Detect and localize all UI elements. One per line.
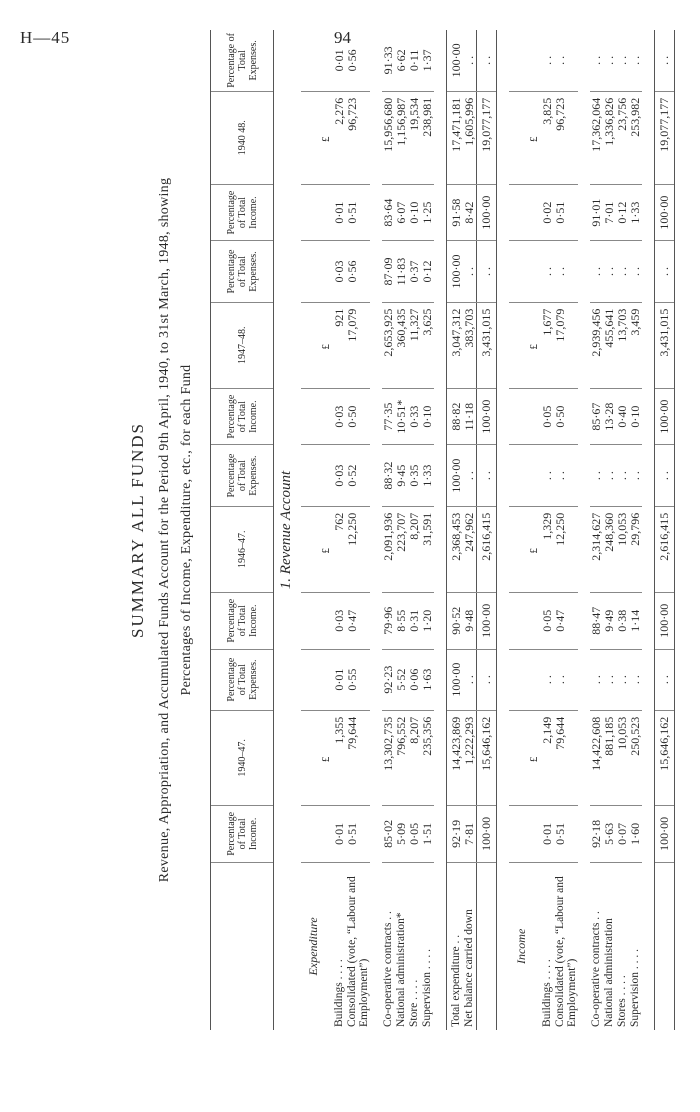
cell: 2,276 — [333, 91, 346, 184]
col-header: Percentage of Total Income. — [211, 592, 274, 649]
cell: . . — [463, 241, 477, 302]
cell: 79·96 — [382, 592, 395, 649]
cell — [301, 388, 320, 445]
cell: 2,368,453 — [447, 506, 464, 592]
row-label: Buildings . . . . — [541, 959, 553, 1027]
cell: 0·03 — [333, 445, 346, 506]
cell — [301, 806, 320, 863]
cell: 0·38 — [616, 592, 629, 649]
spacer — [497, 30, 510, 1030]
cell: 0·01 — [333, 184, 346, 241]
row-label: Co-operative contracts . . — [590, 911, 602, 1027]
cell: 10,053 — [616, 506, 629, 592]
pound-sign: £ — [528, 302, 541, 388]
cell: 8·42 — [463, 184, 477, 241]
cell: 83·64 — [382, 184, 395, 241]
cell: 100·00 — [655, 806, 675, 863]
table-title: SUMMARY ALL FUNDS — [128, 422, 147, 639]
col-header: 1940–47. — [211, 710, 274, 805]
cell: . . — [554, 241, 578, 302]
cell: . . — [541, 445, 554, 506]
row-label: Buildings . . . . — [333, 959, 345, 1027]
cell: 100·00 — [477, 592, 497, 649]
cell: 11·18 — [463, 388, 477, 445]
cell: 1,677 — [541, 302, 554, 388]
cell: 247,962 — [463, 506, 477, 592]
cell: 0·01 — [541, 806, 554, 863]
row-label: Consolidated (vote, “Labour and Employment”) — [554, 876, 578, 1027]
cell: 17,079 — [554, 302, 578, 388]
cell: 0·47 — [554, 592, 578, 649]
cell: 0·10 — [629, 388, 642, 445]
cell — [509, 445, 528, 506]
cell: 85·02 — [382, 806, 395, 863]
cell: 235,356 — [421, 710, 434, 805]
cell: 921 — [333, 302, 346, 388]
cell: 223,707 — [395, 506, 408, 592]
cell: . . — [590, 445, 603, 506]
cell: . . — [541, 241, 554, 302]
cell — [509, 91, 528, 184]
cell: . . — [590, 649, 603, 710]
cell — [301, 649, 320, 710]
col-header: Percentage of Total Income. — [211, 388, 274, 445]
cell — [509, 649, 528, 710]
cell: . . — [629, 445, 642, 506]
cell: 100·00 — [655, 388, 675, 445]
row-label: Stores . . . . — [616, 975, 628, 1027]
cell: 0·51 — [554, 806, 578, 863]
cell: 6·62 — [395, 30, 408, 91]
cell: 1·20 — [421, 592, 434, 649]
row-label: Co-operative contracts . . — [382, 911, 394, 1027]
cell: . . — [477, 649, 497, 710]
cell: 0·51 — [346, 184, 370, 241]
cell: 238,981 — [421, 91, 434, 184]
row-label: Consolidated (vote, “Labour and Employment”) — [346, 876, 370, 1027]
subtitle-line-1: Revenue, Appropriation, and Accumulated Funds Account for the Period 9th April, 1940, to 31st March, 1948, showing — [157, 177, 172, 883]
cell: . . — [655, 445, 675, 506]
section-title: 1. Revenue Account — [278, 470, 294, 590]
cell: . . — [603, 30, 616, 91]
cell: . . — [616, 30, 629, 91]
page-number: 94 — [334, 28, 351, 47]
expenditure-grand-total-row — [477, 30, 497, 1030]
cell: 1,605,996 — [463, 91, 477, 184]
cell: 0·33 — [408, 388, 421, 445]
cell: . . — [554, 445, 578, 506]
cell: 0·11 — [408, 30, 421, 91]
cell: 15,956,680 — [382, 91, 395, 184]
cell: 0·01 — [333, 30, 346, 91]
column-header-row — [211, 30, 274, 1030]
row-label: National administration — [603, 918, 615, 1027]
cell: 3,459 — [629, 302, 642, 388]
cell — [301, 241, 320, 302]
cell: 87·09 — [382, 241, 395, 302]
section-row — [274, 30, 302, 1030]
cell: 23,756 — [616, 91, 629, 184]
cell: 360,435 — [395, 302, 408, 388]
cell: 10·51* — [395, 388, 408, 445]
net-balance-row — [463, 30, 477, 1030]
cell: 0·05 — [408, 806, 421, 863]
cell: 0·47 — [346, 592, 370, 649]
cell: 92·23 — [382, 649, 395, 710]
cell: 8,207 — [408, 710, 421, 805]
cell: 91·01 — [590, 184, 603, 241]
cell: 1·14 — [629, 592, 642, 649]
row-label: Supervision . . . . — [629, 949, 641, 1027]
total-expenditure-row — [447, 30, 464, 1030]
expenditure-row — [346, 30, 370, 1030]
cell: 2,939,456 — [590, 302, 603, 388]
cell: . . — [655, 241, 675, 302]
cell: 250,523 — [629, 710, 642, 805]
col-header: 1946–47. — [211, 506, 274, 592]
cell — [301, 445, 320, 506]
cell — [301, 302, 320, 388]
row-label — [477, 862, 497, 1030]
cell: 1·60 — [629, 806, 642, 863]
expenditure-heading-label: Expenditure — [306, 917, 320, 976]
cell: 9·48 — [463, 592, 477, 649]
cell: 96,723 — [346, 91, 370, 184]
cell: 0·06 — [408, 649, 421, 710]
cell: 2,616,415 — [477, 506, 497, 592]
cell: 92·19 — [447, 806, 464, 863]
cell — [301, 184, 320, 241]
cell: 15,646,162 — [477, 710, 497, 805]
cell: . . — [554, 649, 578, 710]
cell: 1·51 — [421, 806, 434, 863]
cell: . . — [463, 445, 477, 506]
cell: 9·45 — [395, 445, 408, 506]
cell: . . — [541, 30, 554, 91]
cell: 17,079 — [346, 302, 370, 388]
cell — [509, 302, 528, 388]
spacer-row — [434, 30, 447, 1030]
income-row — [554, 30, 578, 1030]
page-code: H—45 — [20, 28, 71, 47]
cell: . . — [477, 445, 497, 506]
cell: 100·00 — [477, 388, 497, 445]
cell: . . — [463, 30, 477, 91]
cell: 0·51 — [346, 806, 370, 863]
row-label: Total expenditure . . — [447, 862, 464, 1030]
cell: 1·33 — [629, 184, 642, 241]
cell: 14,422,608 — [590, 710, 603, 805]
cell: 1,156,987 — [395, 91, 408, 184]
cell: 0·56 — [346, 30, 370, 91]
col-header: Percentage of Total Income. — [211, 184, 274, 241]
cell: 2,149 — [541, 710, 554, 805]
spacer — [434, 30, 447, 1030]
cell: 0·07 — [616, 806, 629, 863]
cell: 0·01 — [333, 649, 346, 710]
cell: . . — [590, 241, 603, 302]
cell: 0·10 — [408, 184, 421, 241]
pound-sign: £ — [320, 506, 333, 592]
cell — [301, 710, 320, 805]
cell: 100·00 — [477, 806, 497, 863]
cell — [509, 710, 528, 805]
cell: 0·02 — [541, 184, 554, 241]
pound-sign: £ — [320, 710, 333, 805]
pound-sign: £ — [528, 506, 541, 592]
cell: 11·83 — [395, 241, 408, 302]
cell: 96,723 — [554, 91, 578, 184]
cell: 5·63 — [603, 806, 616, 863]
cell: . . — [477, 241, 497, 302]
cell: 0·40 — [616, 388, 629, 445]
row-label: National administration* — [395, 912, 407, 1027]
cell: 3,047,312 — [447, 302, 464, 388]
cell: 0·50 — [554, 388, 578, 445]
cell: . . — [629, 30, 642, 91]
cell: . . — [477, 30, 497, 91]
cell: . . — [541, 649, 554, 710]
cell: 0·10 — [421, 388, 434, 445]
cell: 91·58 — [447, 184, 464, 241]
cell: 5·52 — [395, 649, 408, 710]
cell: 31,591 — [421, 506, 434, 592]
cell: 3,431,015 — [477, 302, 497, 388]
cell: 9·49 — [603, 592, 616, 649]
col-header: Percentage of Total Expenses. — [211, 30, 274, 91]
income-row — [629, 30, 642, 1030]
cell: 15,646,162 — [655, 710, 675, 805]
cell: 7·81 — [463, 806, 477, 863]
pound-sign: £ — [528, 91, 541, 184]
cell: 17,362,064 — [590, 91, 603, 184]
spacer — [642, 30, 655, 1030]
cell: . . — [603, 241, 616, 302]
row-label — [655, 862, 675, 1030]
cell: 91·33 — [382, 30, 395, 91]
cell — [320, 862, 333, 1030]
rotated-table-page — [128, 30, 700, 1030]
cell: 6·07 — [395, 184, 408, 241]
cell: 14,423,869 — [447, 710, 464, 805]
row-label: Net balance carried down — [463, 909, 475, 1027]
cell: 1·33 — [421, 445, 434, 506]
cell: 100·00 — [655, 184, 675, 241]
cell: 2,314,627 — [590, 506, 603, 592]
cell — [509, 184, 528, 241]
cell: 3,825 — [541, 91, 554, 184]
cell: . . — [590, 30, 603, 91]
cell: . . — [603, 649, 616, 710]
cell: 12,250 — [554, 506, 578, 592]
cell: . . — [655, 30, 675, 91]
cell: 0·55 — [346, 649, 370, 710]
income-heading — [509, 30, 528, 1030]
cell — [528, 862, 541, 1030]
cell: 0·50 — [346, 388, 370, 445]
cell: 85·67 — [590, 388, 603, 445]
cell: 19,077,177 — [477, 91, 497, 184]
cell — [509, 241, 528, 302]
cell — [301, 592, 320, 649]
cell: . . — [629, 241, 642, 302]
cell: 0·12 — [421, 241, 434, 302]
cell: 796,552 — [395, 710, 408, 805]
cell: 77·35 — [382, 388, 395, 445]
cell: . . — [616, 649, 629, 710]
subtitle-line-2: Percentages of Income, Expenditure, etc., for each Fund — [179, 364, 194, 696]
cell: 1,222,293 — [463, 710, 477, 805]
cell: 0·12 — [616, 184, 629, 241]
cell: 0·37 — [408, 241, 421, 302]
cell: . . — [629, 649, 642, 710]
pound-sign: £ — [528, 710, 541, 805]
cell — [509, 506, 528, 592]
cell: 19,077,177 — [655, 91, 675, 184]
cell: 0·05 — [541, 592, 554, 649]
pound-sign: £ — [320, 302, 333, 388]
cell: 100·00 — [447, 649, 464, 710]
income-heading-label: Income — [514, 928, 528, 965]
cell: 3,625 — [421, 302, 434, 388]
cell: 5·09 — [395, 806, 408, 863]
cell: 11,327 — [408, 302, 421, 388]
cell: 100·00 — [477, 184, 497, 241]
cell: 0·03 — [333, 592, 346, 649]
cell: . . — [655, 649, 675, 710]
cell: 0·52 — [346, 445, 370, 506]
cell: 13,703 — [616, 302, 629, 388]
col-header: 1940 48. — [211, 91, 274, 184]
cell: 3,431,015 — [655, 302, 675, 388]
cell: 2,616,415 — [655, 506, 675, 592]
cell: 248,360 — [603, 506, 616, 592]
cell: 90·52 — [447, 592, 464, 649]
cell: 1,329 — [541, 506, 554, 592]
cell: 383,703 — [463, 302, 477, 388]
cell: 79,644 — [346, 710, 370, 805]
col-header: Percentage of Total Expenses. — [211, 241, 274, 302]
cell: 100·00 — [447, 241, 464, 302]
col-header: Percentage of Total Expenses. — [211, 649, 274, 710]
row-label: Supervision . . . . — [421, 949, 433, 1027]
cell: 0·35 — [408, 445, 421, 506]
cell: 88·82 — [447, 388, 464, 445]
cell — [301, 30, 320, 91]
cell: . . — [603, 445, 616, 506]
cell: 0·56 — [346, 241, 370, 302]
cell — [509, 30, 528, 91]
cell: 92·18 — [590, 806, 603, 863]
summary-table — [210, 30, 675, 1030]
cell — [301, 506, 320, 592]
cell: 0·05 — [541, 388, 554, 445]
cell: 455,641 — [603, 302, 616, 388]
cell: . . — [616, 241, 629, 302]
cell: 100·00 — [447, 445, 464, 506]
cell: 8,207 — [408, 506, 421, 592]
cell: 0·01 — [333, 806, 346, 863]
expenditure-row — [421, 30, 434, 1030]
cell: 1,355 — [333, 710, 346, 805]
table-subtitle — [154, 30, 198, 1030]
cell: 100·00 — [655, 592, 675, 649]
cell: 2,653,925 — [382, 302, 395, 388]
cell: 13·28 — [603, 388, 616, 445]
spacer-row — [497, 30, 510, 1030]
cell: 0·51 — [554, 184, 578, 241]
cell: . . — [616, 445, 629, 506]
cell: 7·01 — [603, 184, 616, 241]
cell: 881,185 — [603, 710, 616, 805]
cell: 8·55 — [395, 592, 408, 649]
cell: 0·03 — [333, 388, 346, 445]
cell: 762 — [333, 506, 346, 592]
cell: 10,053 — [616, 710, 629, 805]
cell — [509, 388, 528, 445]
cell: 1,336,826 — [603, 91, 616, 184]
cell: 88·47 — [590, 592, 603, 649]
cell: 1·37 — [421, 30, 434, 91]
cell: 29,796 — [629, 506, 642, 592]
pound-sign: £ — [320, 91, 333, 184]
cell: 17,471,181 — [447, 91, 464, 184]
cell: 13,302,735 — [382, 710, 395, 805]
col-header: Percentage of Total Expenses. — [211, 445, 274, 506]
table-body — [274, 30, 675, 1030]
col-header: 1947–48. — [211, 302, 274, 388]
expenditure-heading — [301, 30, 320, 1030]
cell: 0·31 — [408, 592, 421, 649]
spacer-row — [642, 30, 655, 1030]
cell: 12,250 — [346, 506, 370, 592]
row-label: Store . . . . — [408, 979, 420, 1027]
cell: 253,982 — [629, 91, 642, 184]
cell: 0·03 — [333, 241, 346, 302]
cell — [509, 806, 528, 863]
cell: . . — [463, 649, 477, 710]
cell: 19,534 — [408, 91, 421, 184]
cell — [301, 91, 320, 184]
income-grand-total-row — [655, 30, 675, 1030]
header-blank — [211, 862, 274, 1030]
cell: 79,644 — [554, 710, 578, 805]
col-header: Percentage of Total Income. — [211, 806, 274, 863]
cell — [509, 592, 528, 649]
cell: 2,091,936 — [382, 506, 395, 592]
cell: 100·00 — [447, 30, 464, 91]
cell: 1·63 — [421, 649, 434, 710]
cell: 88·32 — [382, 445, 395, 506]
cell: . . — [554, 30, 578, 91]
cell: 1·25 — [421, 184, 434, 241]
